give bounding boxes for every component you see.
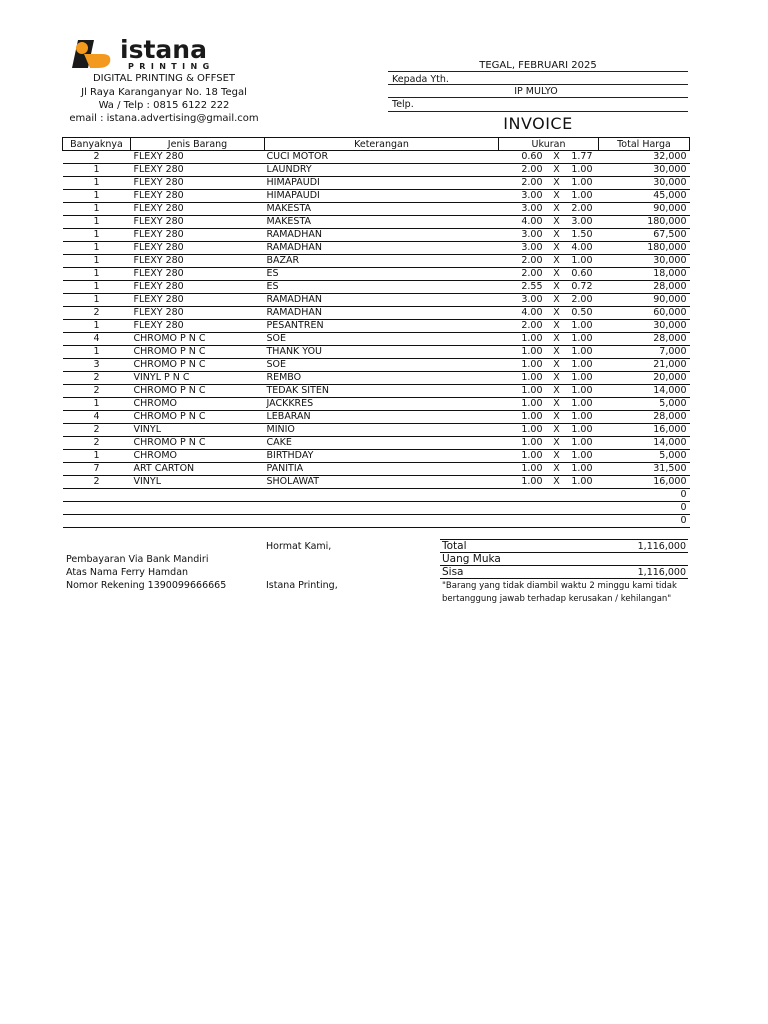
col-header-size: Ukuran <box>499 138 599 151</box>
cell-item: FLEXY 280 <box>131 164 265 177</box>
cell-item: FLEXY 280 <box>131 177 265 190</box>
size-separator: X <box>553 333 560 344</box>
cell-item: FLEXY 280 <box>131 281 265 294</box>
cell-item: CHROMO P N C <box>131 411 265 424</box>
cell-total: 0 <box>599 515 690 528</box>
size-height: 1.00 <box>571 476 593 487</box>
table-row <box>63 320 690 333</box>
cell-qty: 1 <box>63 229 131 242</box>
cell-size <box>499 164 599 177</box>
cell-description: THANK YOU <box>265 346 499 359</box>
cell-total: 16,000 <box>599 476 690 489</box>
size-width: 3.00 <box>521 203 543 214</box>
table-row <box>63 216 690 229</box>
disclaimer-note: "Barang yang tidak diambil waktu 2 minggu kami tidak bertanggung jawab terhadap kerusakan / kehilangan" <box>442 581 677 604</box>
size-separator: X <box>553 268 560 279</box>
cell-size <box>499 333 599 346</box>
size-height: 1.00 <box>571 437 593 448</box>
cell-description: MINIO <box>265 424 499 437</box>
cell-size <box>499 502 599 515</box>
size-width: 1.00 <box>521 398 543 409</box>
size-width: 1.00 <box>521 476 543 487</box>
svg-text:istana: istana <box>120 36 207 64</box>
divider <box>440 565 688 566</box>
cell-item: FLEXY 280 <box>131 268 265 281</box>
size-separator: X <box>553 164 560 175</box>
cell-total: 90,000 <box>599 203 690 216</box>
cell-item <box>131 489 265 502</box>
cell-qty: 2 <box>63 372 131 385</box>
cell-description: SOE <box>265 333 499 346</box>
table-row <box>63 333 690 346</box>
invoice-date: TEGAL, FEBRUARI 2025 <box>479 60 597 71</box>
cell-item: VINYL <box>131 476 265 489</box>
cell-qty: 2 <box>63 476 131 489</box>
size-height: 1.50 <box>571 229 593 240</box>
cell-total: 21,000 <box>599 359 690 372</box>
size-separator: X <box>553 151 560 162</box>
size-height: 1.00 <box>571 333 593 344</box>
cell-size <box>499 489 599 502</box>
divider <box>388 97 688 98</box>
svg-text:PRINTING: PRINTING <box>128 62 215 71</box>
cell-qty: 1 <box>63 346 131 359</box>
size-width: 1.00 <box>521 333 543 344</box>
cell-item: CHROMO P N C <box>131 333 265 346</box>
cell-size <box>499 255 599 268</box>
cell-total: 28,000 <box>599 411 690 424</box>
cell-size <box>499 411 599 424</box>
cell-qty: 1 <box>63 268 131 281</box>
size-height: 1.00 <box>571 190 593 201</box>
cell-description: LEBARAN <box>265 411 499 424</box>
size-separator: X <box>553 281 560 292</box>
cell-total: 180,000 <box>599 242 690 255</box>
cell-size <box>499 346 599 359</box>
col-header-total: Total Harga <box>599 138 690 151</box>
cell-qty: 4 <box>63 333 131 346</box>
cell-total: 30,000 <box>599 164 690 177</box>
cell-size <box>499 268 599 281</box>
cell-qty: 2 <box>63 151 131 164</box>
size-separator: X <box>553 437 560 448</box>
table-row <box>63 424 690 437</box>
cell-size <box>499 307 599 320</box>
cell-size <box>499 190 599 203</box>
size-height: 1.00 <box>571 255 593 266</box>
size-height: 1.00 <box>571 411 593 422</box>
table-row <box>63 411 690 424</box>
cell-item <box>131 502 265 515</box>
size-width: 2.00 <box>521 255 543 266</box>
cell-total: 5,000 <box>599 398 690 411</box>
cell-qty: 1 <box>63 242 131 255</box>
table-row <box>63 151 690 164</box>
size-height: 1.00 <box>571 346 593 357</box>
cell-total: 28,000 <box>599 333 690 346</box>
cell-qty: 1 <box>63 450 131 463</box>
cell-description: CAKE <box>265 437 499 450</box>
cell-item: FLEXY 280 <box>131 294 265 307</box>
regards-text: Hormat Kami, <box>266 541 332 552</box>
cell-total: 30,000 <box>599 255 690 268</box>
size-height: 1.00 <box>571 385 593 396</box>
size-width: 2.55 <box>521 281 543 292</box>
size-separator: X <box>553 320 560 331</box>
size-width: 3.00 <box>521 294 543 305</box>
cell-size <box>499 359 599 372</box>
cell-item: VINYL P N C <box>131 372 265 385</box>
size-height: 1.77 <box>571 151 593 162</box>
cell-size <box>499 385 599 398</box>
cell-total: 67,500 <box>599 229 690 242</box>
cell-item: VINYL <box>131 424 265 437</box>
cell-size <box>499 372 599 385</box>
size-width: 1.00 <box>521 385 543 396</box>
table-row <box>63 307 690 320</box>
cell-description: ES <box>265 268 499 281</box>
table-row <box>63 229 690 242</box>
cell-total: 180,000 <box>599 216 690 229</box>
size-width: 0.60 <box>521 151 543 162</box>
table-row <box>63 190 690 203</box>
cell-qty: 2 <box>63 437 131 450</box>
size-separator: X <box>553 450 560 461</box>
size-width: 1.00 <box>521 450 543 461</box>
cell-size <box>499 177 599 190</box>
table-row <box>63 502 690 515</box>
size-separator: X <box>553 346 560 357</box>
cell-total: 0 <box>599 502 690 515</box>
cell-size <box>499 515 599 528</box>
cell-total: 30,000 <box>599 177 690 190</box>
cell-description: RAMADHAN <box>265 294 499 307</box>
table-row <box>63 463 690 476</box>
divider <box>388 84 688 85</box>
table-row <box>63 164 690 177</box>
cell-item: FLEXY 280 <box>131 190 265 203</box>
table-row <box>63 294 690 307</box>
cell-item: CHROMO <box>131 450 265 463</box>
signer-name: Istana Printing, <box>266 580 338 591</box>
cell-description: ES <box>265 281 499 294</box>
size-separator: X <box>553 424 560 435</box>
account-name: Atas Nama Ferry Hamdan <box>66 567 189 578</box>
size-separator: X <box>553 203 560 214</box>
cell-description: MAKESTA <box>265 216 499 229</box>
cell-size <box>499 281 599 294</box>
size-separator: X <box>553 190 560 201</box>
size-width: 1.00 <box>521 372 543 383</box>
divider <box>388 71 688 72</box>
company-tagline: DIGITAL PRINTING & OFFSET <box>92 73 236 84</box>
size-height: 1.00 <box>571 424 593 435</box>
cell-total: 20,000 <box>599 372 690 385</box>
cell-total: 31,500 <box>599 463 690 476</box>
col-header-item: Jenis Barang <box>131 138 265 151</box>
account-number: Nomor Rekening 1390099666665 <box>66 580 227 591</box>
cell-description: HIMAPAUDI <box>265 190 499 203</box>
cell-total: 32,000 <box>599 151 690 164</box>
cell-description <box>265 489 499 502</box>
size-height: 1.00 <box>571 320 593 331</box>
size-height: 1.00 <box>571 359 593 370</box>
cell-qty <box>63 502 131 515</box>
cell-qty: 3 <box>63 359 131 372</box>
cell-item: ART CARTON <box>131 463 265 476</box>
divider <box>388 111 688 112</box>
cell-total: 7,000 <box>599 346 690 359</box>
size-width: 4.00 <box>521 307 543 318</box>
col-header-qty: Banyaknya <box>63 138 131 151</box>
table-row <box>63 385 690 398</box>
table-row <box>63 398 690 411</box>
cell-total: 0 <box>599 489 690 502</box>
size-height: 0.50 <box>571 307 593 318</box>
cell-description: CUCI MOTOR <box>265 151 499 164</box>
table-row <box>63 359 690 372</box>
invoice-items-table <box>62 137 690 528</box>
table-row <box>63 242 690 255</box>
cell-item: FLEXY 280 <box>131 151 265 164</box>
cell-description: BIRTHDAY <box>265 450 499 463</box>
cell-item: FLEXY 280 <box>131 203 265 216</box>
size-height: 1.00 <box>571 164 593 175</box>
cell-item: CHROMO P N C <box>131 346 265 359</box>
size-width: 1.00 <box>521 424 543 435</box>
cell-qty: 1 <box>63 255 131 268</box>
cell-description: SHOLAWAT <box>265 476 499 489</box>
size-width: 2.00 <box>521 177 543 188</box>
size-separator: X <box>553 359 560 370</box>
cell-total: 18,000 <box>599 268 690 281</box>
size-separator: X <box>553 372 560 383</box>
cell-item: CHROMO P N C <box>131 385 265 398</box>
cell-size <box>499 476 599 489</box>
table-row <box>63 203 690 216</box>
cell-item: CHROMO P N C <box>131 437 265 450</box>
cell-total: 90,000 <box>599 294 690 307</box>
cell-total: 30,000 <box>599 320 690 333</box>
total-label: Total <box>442 540 467 552</box>
size-separator: X <box>553 242 560 253</box>
cell-qty: 1 <box>63 320 131 333</box>
size-separator: X <box>553 411 560 422</box>
table-row <box>63 515 690 528</box>
phone-label: Telp. <box>392 99 414 110</box>
table-row <box>63 489 690 502</box>
cell-size <box>499 229 599 242</box>
table-row <box>63 476 690 489</box>
size-height: 4.00 <box>571 242 593 253</box>
size-width: 1.00 <box>521 411 543 422</box>
table-row <box>63 177 690 190</box>
size-width: 3.00 <box>521 229 543 240</box>
cell-item: FLEXY 280 <box>131 229 265 242</box>
cell-size <box>499 437 599 450</box>
cell-description: LAUNDRY <box>265 164 499 177</box>
size-height: 1.00 <box>571 463 593 474</box>
balance-label: Sisa <box>442 566 464 578</box>
table-row <box>63 450 690 463</box>
cell-total: 14,000 <box>599 385 690 398</box>
col-header-description: Keterangan <box>265 138 499 151</box>
company-email: email : istana.advertising@gmail.com <box>69 113 259 124</box>
bank-info: Pembayaran Via Bank Mandiri <box>66 554 209 565</box>
cell-description: JACKKRES <box>265 398 499 411</box>
cell-total: 28,000 <box>599 281 690 294</box>
cell-qty: 1 <box>63 164 131 177</box>
cell-size <box>499 320 599 333</box>
size-width: 1.00 <box>521 463 543 474</box>
table-row <box>63 437 690 450</box>
cell-qty: 1 <box>63 177 131 190</box>
cell-qty: 2 <box>63 424 131 437</box>
cell-item: FLEXY 280 <box>131 255 265 268</box>
recipient-label: Kepada Yth. <box>392 74 449 85</box>
size-separator: X <box>553 216 560 227</box>
size-width: 3.00 <box>521 190 543 201</box>
company-logo <box>68 36 240 72</box>
cell-total: 45,000 <box>599 190 690 203</box>
table-row <box>63 372 690 385</box>
size-height: 1.00 <box>571 372 593 383</box>
cell-qty: 1 <box>63 398 131 411</box>
size-height: 3.00 <box>571 216 593 227</box>
cell-qty <box>63 515 131 528</box>
balance-value: 1,116,000 <box>637 567 686 578</box>
table-row <box>63 281 690 294</box>
invoice-title: INVOICE <box>503 114 573 133</box>
size-separator: X <box>553 476 560 487</box>
cell-qty: 4 <box>63 411 131 424</box>
size-height: 2.00 <box>571 203 593 214</box>
cell-item: CHROMO <box>131 398 265 411</box>
cell-qty: 1 <box>63 203 131 216</box>
cell-qty: 2 <box>63 307 131 320</box>
cell-description: RAMADHAN <box>265 229 499 242</box>
cell-description <box>265 502 499 515</box>
cell-qty: 1 <box>63 190 131 203</box>
size-width: 1.00 <box>521 437 543 448</box>
down-payment-label: Uang Muka <box>442 553 501 565</box>
size-width: 4.00 <box>521 216 543 227</box>
size-width: 2.00 <box>521 164 543 175</box>
size-separator: X <box>553 307 560 318</box>
size-separator: X <box>553 229 560 240</box>
table-row <box>63 268 690 281</box>
cell-item <box>131 515 265 528</box>
cell-qty: 1 <box>63 281 131 294</box>
cell-description: RAMADHAN <box>265 307 499 320</box>
table-row <box>63 255 690 268</box>
size-height: 1.00 <box>571 398 593 409</box>
company-phone: Wa / Telp : 0815 6122 222 <box>98 100 230 111</box>
size-separator: X <box>553 294 560 305</box>
cell-size <box>499 203 599 216</box>
cell-description: REMBO <box>265 372 499 385</box>
cell-size <box>499 398 599 411</box>
cell-description: RAMADHAN <box>265 242 499 255</box>
size-separator: X <box>553 255 560 266</box>
cell-size <box>499 450 599 463</box>
recipient-name: IP MULYO <box>514 86 558 97</box>
cell-size <box>499 463 599 476</box>
company-address: Jl Raya Karanganyar No. 18 Tegal <box>81 87 247 98</box>
cell-item: FLEXY 280 <box>131 242 265 255</box>
cell-size <box>499 216 599 229</box>
cell-description <box>265 515 499 528</box>
size-height: 0.60 <box>571 268 593 279</box>
size-height: 0.72 <box>571 281 593 292</box>
table-header-row <box>63 138 690 151</box>
cell-size <box>499 242 599 255</box>
size-separator: X <box>553 398 560 409</box>
cell-size <box>499 294 599 307</box>
size-height: 1.00 <box>571 450 593 461</box>
cell-item: FLEXY 280 <box>131 216 265 229</box>
cell-description: MAKESTA <box>265 203 499 216</box>
cell-total: 14,000 <box>599 437 690 450</box>
size-height: 2.00 <box>571 294 593 305</box>
total-value: 1,116,000 <box>637 541 686 552</box>
size-separator: X <box>553 463 560 474</box>
cell-qty: 2 <box>63 385 131 398</box>
size-separator: X <box>553 177 560 188</box>
cell-qty: 1 <box>63 294 131 307</box>
cell-total: 16,000 <box>599 424 690 437</box>
cell-qty: 7 <box>63 463 131 476</box>
table-row <box>63 346 690 359</box>
cell-total: 5,000 <box>599 450 690 463</box>
cell-qty: 1 <box>63 216 131 229</box>
divider <box>440 578 688 579</box>
size-separator: X <box>553 385 560 396</box>
logo-mark-icon <box>68 36 240 72</box>
size-width: 1.00 <box>521 346 543 357</box>
size-height: 1.00 <box>571 177 593 188</box>
cell-item: CHROMO P N C <box>131 359 265 372</box>
cell-size <box>499 151 599 164</box>
cell-description: TEDAK SITEN <box>265 385 499 398</box>
cell-item: FLEXY 280 <box>131 320 265 333</box>
cell-size <box>499 424 599 437</box>
size-width: 2.00 <box>521 268 543 279</box>
size-width: 3.00 <box>521 242 543 253</box>
cell-description: BAZAR <box>265 255 499 268</box>
size-width: 2.00 <box>521 320 543 331</box>
cell-total: 60,000 <box>599 307 690 320</box>
cell-description: HIMAPAUDI <box>265 177 499 190</box>
cell-item: FLEXY 280 <box>131 307 265 320</box>
divider <box>440 539 688 540</box>
cell-description: PANITIA <box>265 463 499 476</box>
cell-description: PESANTREN <box>265 320 499 333</box>
cell-qty <box>63 489 131 502</box>
size-width: 1.00 <box>521 359 543 370</box>
cell-description: SOE <box>265 359 499 372</box>
